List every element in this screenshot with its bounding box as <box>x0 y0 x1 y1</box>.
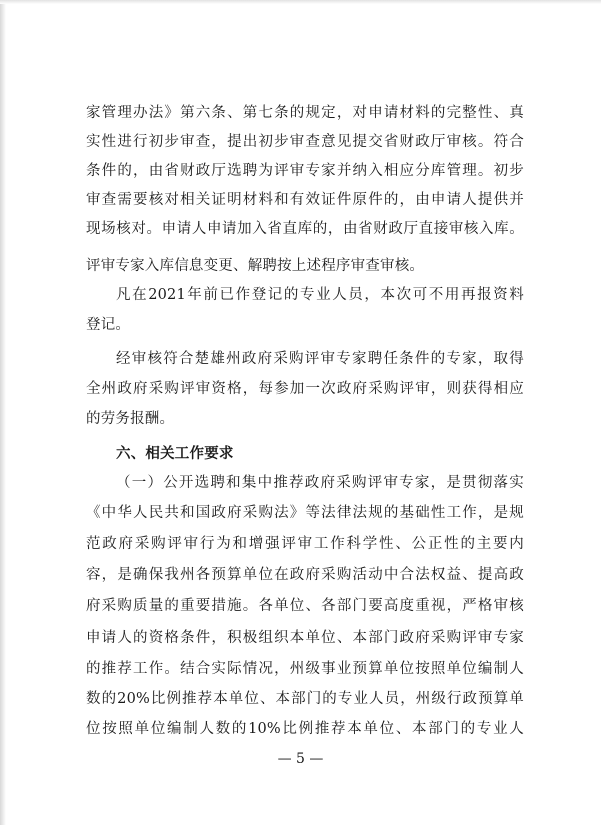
body-line-10: 全州政府采购评审资格，每参加一次政府采购评审，则获得相应 <box>86 381 524 397</box>
body-line-21: 位按照单位编制人数的10%比例推荐本单位、本部门的专业人 <box>86 721 524 737</box>
body-line-17: 府采购质量的重要措施。各单位、各部门要高度重视，严格审核 <box>86 598 524 614</box>
body-line-2: 实性进行初步审查，提出初步审查意见提交省财政厅审核。符合 <box>86 134 524 150</box>
body-line-7: 凡在2021年前已作登记的专业人员，本次可不用再报资料 <box>116 287 524 303</box>
body-line-5: 现场核对。申请人申请加入省直库的，由省财政厅直接审核入库。 <box>86 221 524 237</box>
body-line-8: 登记。 <box>86 317 131 333</box>
body-line-13: （一）公开选聘和集中推荐政府采购评审专家，是贯彻落实 <box>116 475 524 491</box>
body-line-19: 的推荐工作。结合实际情况，州级事业预算单位按照单位编制人 <box>86 661 524 677</box>
body-line-3: 条件的，由省财政厅选聘为评审专家并纳入相应分库管理。初步 <box>86 163 524 179</box>
body-line-11: 的劳务报酬。 <box>86 411 175 427</box>
body-line-6: 评审专家入库信息变更、解聘按上述程序审查审核。 <box>86 258 425 274</box>
body-line-15: 范政府采购评审行为和增强评审工作科学性、公正性的主要内 <box>86 536 524 552</box>
body-line-18: 申请人的资格条件，积极组织本单位、本部门政府采购评审专家 <box>86 630 524 646</box>
section-heading: 六、相关工作要求 <box>116 446 234 462</box>
body-line-1: 家管理办法》第六条、第七条的规定，对申请材料的完整性、真 <box>86 105 524 121</box>
page-number: — 5 — <box>277 751 324 767</box>
body-line-16: 容，是确保我州各预算单位在政府采购活动中合法权益、提高政 <box>86 567 524 583</box>
body-line-4: 审查需要核对相关证明材料和有效证件原件的，由申请人提供并 <box>86 192 524 208</box>
body-line-14: 《中华人民共和国政府采购法》等法律法规的基础性工作，是规 <box>86 505 524 521</box>
body-line-9: 经审核符合楚雄州政府采购评审专家聘任条件的专家，取得 <box>116 351 524 367</box>
body-line-20: 数的20%比例推荐本单位、本部门的专业人员，州级行政预算单 <box>86 691 524 707</box>
